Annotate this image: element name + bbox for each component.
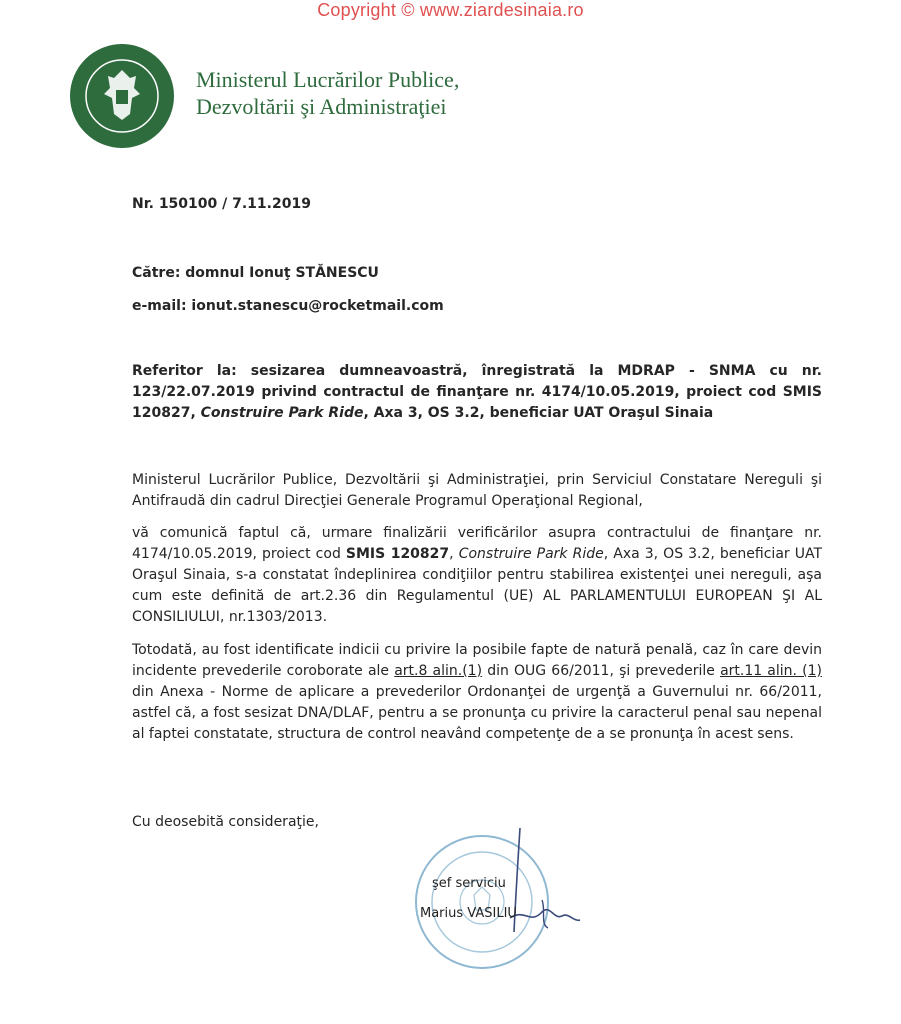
reference-paragraph: [132, 361, 822, 424]
ministry-name-line2: Dezvoltării şi Administraţiei: [196, 94, 447, 119]
copyright-watermark: Copyright © www.ziardesinaia.ro: [317, 0, 584, 20]
body-paragraph-3: [132, 640, 822, 745]
recipient-line: Către: domnul Ionuţ STĂNESCU: [132, 265, 379, 281]
signature-name: Marius VASILIU: [420, 906, 517, 921]
p3-part3: din Anexa - Norme de aplicare a prevederilor Ordonanţei de urgenţă a Guvernului nr. 66/2011, astfel că, a fost sesizat DNA/DLAF, pentru a se pronunţa cu privire la caracterul penal sau nepenal al faptei constatate, structura de control neavând competenţe de a se pronunţa în acest sens.: [132, 684, 822, 742]
ministry-name-line1: Ministerul Lucrărilor Publice,: [196, 67, 460, 92]
reference-project-name: Construire Park Ride: [200, 405, 364, 421]
p3-part2: din OUG 66/2011, şi prevederile: [482, 663, 721, 679]
p2-project-name: Construire Park Ride: [458, 546, 604, 562]
government-seal-icon: [68, 42, 176, 150]
body-paragraph-2: [132, 523, 822, 628]
letterhead: [68, 42, 668, 152]
reference-part1: Referitor la: sesizarea dumneavoastră, înregistrată la MDRAP - SNMA cu nr. 123/22.07.2019 privind contractul de finanţare nr. 4174/10.05.2019, proiect cod SMIS 120827,: [132, 363, 822, 421]
closing-line: Cu deosebită consideraţie,: [132, 814, 319, 830]
p2-part1: vă comunică faptul că, urmare finalizării verificărilor asupra contractului de finanţare nr. 4174/10.05.2019, proiect cod: [132, 525, 822, 562]
p3-art11: art.11 alin. (1): [720, 663, 822, 679]
p3-art8: art.8 alin.(1): [394, 663, 483, 679]
ministry-name: [196, 66, 459, 120]
body-paragraph-1: Ministerul Lucrărilor Publice, Dezvoltării şi Administraţiei, prin Serviciul Constatare Nereguli şi Antifraudă din cadrul Direcţiei Generale Programul Operaţional Regional,: [132, 472, 822, 509]
p2-smis: SMIS 120827: [345, 546, 450, 562]
p3-part1: Totodată, au fost identificate indicii cu privire la posibile fapte de natură penală, caz în care devin incidente prevederile coroborate ale: [132, 642, 822, 679]
signature-title: şef serviciu: [432, 876, 506, 891]
p2-part3: , Axa 3, OS 3.2, beneficiar UAT Oraşul Sinaia, s-a constatat îndeplinirea condiţiilor pentru stabilirea existenţei unei nereguli, aşa cum este definită de art.2.36 din Regulamentul (UE) AL PARLAMENTULUI EUROPEAN ŞI AL CONSILIULUI, nr.1303/2013.: [132, 546, 823, 625]
recipient-email: e-mail: ionut.stanescu@rocketmail.com: [132, 298, 444, 314]
reference-part2: , Axa 3, OS 3.2, beneficiar UAT Oraşul Sinaia: [363, 405, 714, 421]
document-number: Nr. 150100 / 7.11.2019: [132, 196, 311, 212]
p2-part2: ,: [449, 546, 459, 562]
